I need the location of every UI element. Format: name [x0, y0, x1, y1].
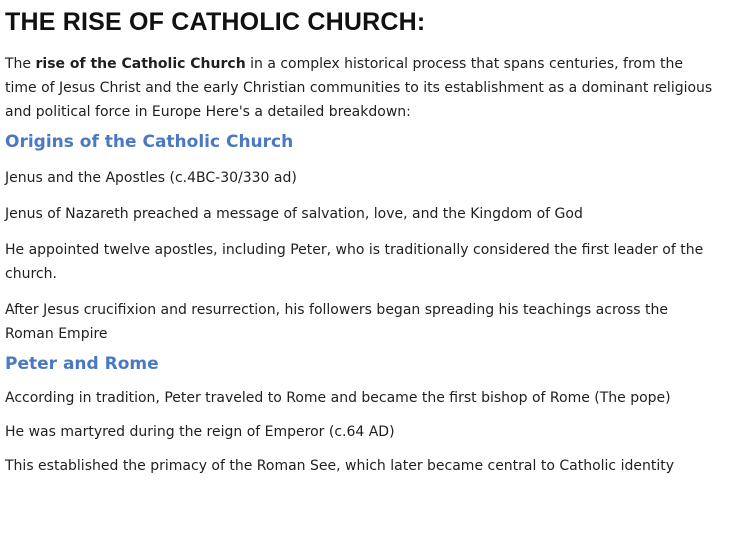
intro-suffix: in a complex historical process that spans centuries, from the time of Jesus Christ and the early Christian communities to its establishment as a dominant religious and political force in Europe Here's a detailed breakdown: — [5, 56, 713, 120]
section-heading-peter-and-rome: Peter and Rome — [5, 354, 159, 374]
section-heading-origins: Origins of the Catholic Church — [5, 132, 294, 152]
paragraph: This established the primacy of the Roman See, which later became central to Catholic identity — [5, 458, 674, 474]
document-title: THE RISE OF CATHOLIC CHURCH: — [5, 8, 426, 36]
intro-bold-text: rise of the Catholic Church — [35, 56, 246, 72]
paragraph: According in tradition, Peter traveled to Rome and became the first bishop of Rome (The pope) — [5, 390, 671, 406]
intro-prefix: The — [5, 56, 36, 72]
paragraph: After Jesus crucifixion and resurrection, his followers began spreading his teachings across the Roman Empire — [5, 302, 668, 342]
intro-paragraph — [5, 52, 718, 124]
paragraph: He was martyred during the reign of Emperor (c.64 AD) — [5, 424, 395, 440]
paragraph: Jenus and the Apostles (c.4BC-30/330 ad) — [5, 170, 297, 186]
paragraph: He appointed twelve apostles, including Peter, who is traditionally considered the first leader of the church. — [5, 242, 704, 282]
paragraph: Jenus of Nazareth preached a message of salvation, love, and the Kingdom of God — [5, 206, 583, 222]
